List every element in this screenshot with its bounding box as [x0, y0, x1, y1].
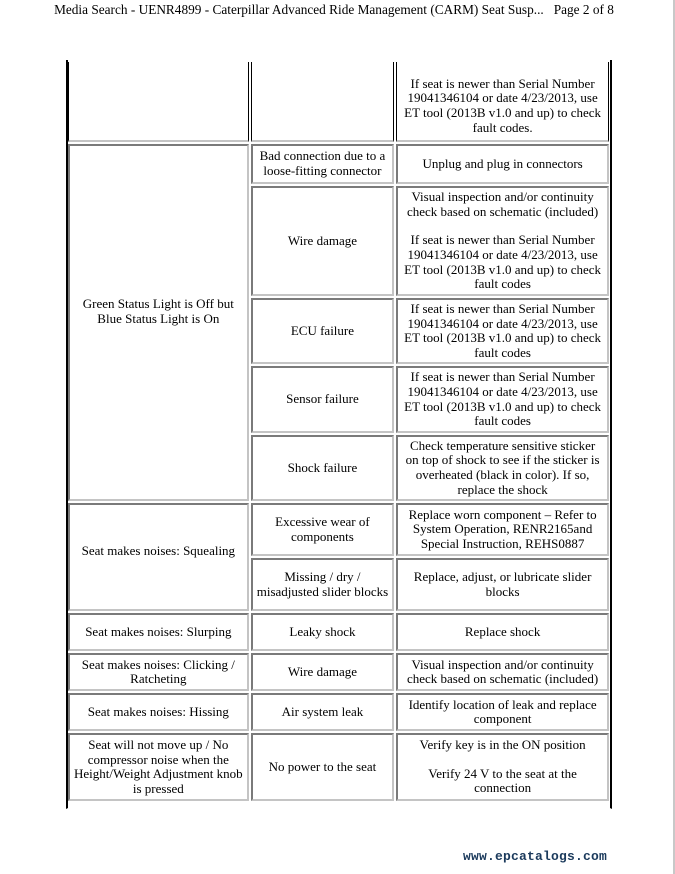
cause-text: Missing / dry / misadjusted slider blocks [256, 569, 389, 599]
action-cell [396, 693, 609, 731]
table-row [68, 693, 609, 731]
table-row [68, 733, 609, 801]
action-text: Unplug and plug in connectors [422, 155, 583, 171]
action-cell [396, 653, 609, 691]
cause-text: No power to the seat [268, 758, 377, 774]
action-cell [396, 613, 609, 651]
symptom-text: Seat makes noises: Hissing [87, 703, 229, 719]
cause-text: Air system leak [281, 703, 364, 719]
symptom-text: Green Status Light is Off but Blue Status Light is On [82, 295, 234, 326]
cause-text: Bad connection due to a loose-fitting connector [259, 148, 386, 178]
symptom-cell [68, 62, 249, 142]
symptom-cell [68, 693, 249, 731]
symptom-text: Seat makes noises: Squealing [81, 542, 236, 558]
cause-cell [251, 186, 395, 296]
symptom-cell [68, 503, 249, 611]
symptom-text: Seat will not move up / No compressor noise when the Height/Weight Adjustment knob is pressed [74, 736, 243, 796]
action-cell [396, 503, 609, 556]
cause-text: Wire damage [287, 663, 357, 679]
watermark-link[interactable]: www.epcatalogs.com [463, 849, 608, 864]
action-text: Identify location of leak and replace component [408, 696, 597, 727]
action-text: If seat is newer than Serial Number 19041346104 or date 4/23/2013, use ET tool (2013B v1.0 and up) to check fault codes [404, 232, 602, 292]
cause-cell [251, 613, 395, 651]
cause-text: Sensor failure [286, 391, 359, 407]
cause-cell [251, 693, 395, 731]
action-text: If seat is newer than Serial Number 19041346104 or date 4/23/2013, use ET tool (2013B v1.0 and up) to check fault codes [404, 301, 602, 360]
cause-cell [251, 558, 395, 611]
action-text: Replace shock [464, 623, 541, 639]
symptom-text: Seat makes noises: Clicking / Ratcheting [81, 656, 235, 687]
cause-cell [251, 144, 395, 184]
action-cell [396, 733, 609, 801]
action-text: If seat is newer than Serial Number 19041346104 or date 4/23/2013, use ET tool (2013B v1.0 and up) to check fault codes. [404, 75, 602, 135]
action-cell [396, 62, 609, 142]
cause-cell [251, 503, 395, 556]
table-row [68, 503, 609, 556]
action-cell [396, 186, 609, 296]
action-cell [396, 558, 609, 611]
action-text: If seat is newer than Serial Number 19041346104 or date 4/23/2013, use ET tool (2013B v1.0 and up) to check fault codes [404, 369, 602, 429]
troubleshooting-table-container [66, 60, 611, 803]
symptom-cell [68, 144, 249, 501]
table-row [68, 144, 609, 184]
symptom-cell [68, 653, 249, 691]
action-text: Replace, adjust, or lubricate slider blocks [413, 569, 592, 599]
table-row [68, 653, 609, 691]
cause-cell [251, 366, 395, 432]
cause-text: ECU failure [290, 322, 355, 338]
cause-text: Leaky shock [289, 623, 356, 639]
action-text: Visual inspection and/or continuity check based on schematic (included) [406, 189, 599, 219]
symptom-cell [68, 733, 249, 801]
cause-text: Wire damage [287, 232, 357, 248]
action-text: Visual inspection and/or continuity check based on schematic (included) [406, 656, 599, 687]
action-text: Check temperature sensitive sticker on top of shock to see if the sticker is overheated (black in color). If so, replace the shock [405, 437, 600, 497]
action-text: Verify key is in the ON position [419, 737, 586, 753]
cause-cell [251, 298, 395, 364]
cause-text: Shock failure [287, 459, 358, 475]
cause-cell [251, 733, 395, 801]
action-cell [396, 144, 609, 184]
action-cell [396, 366, 609, 432]
page-header [0, 0, 668, 22]
action-cell [396, 435, 609, 501]
cause-cell [251, 653, 395, 691]
table-row-continued [68, 62, 609, 142]
action-text: Replace worn component – Refer to System Operation, RENR2165and Special Instruction, REHS0887 [408, 506, 597, 551]
troubleshooting-table [66, 60, 611, 803]
action-text: Verify 24 V to the seat at the connection [428, 765, 577, 796]
symptom-cell [68, 613, 249, 651]
table-row [68, 613, 609, 651]
symptom-text: Seat makes noises: Slurping [85, 623, 232, 639]
document-title: Media Search - UENR4899 - Caterpillar Advanced Ride Management (CARM) Seat Susp... [54, 2, 544, 17]
cause-cell [251, 62, 395, 142]
cause-cell [251, 435, 395, 501]
action-cell [396, 298, 609, 364]
cause-text: Excessive wear of components [275, 514, 370, 544]
page-indicator: Page 2 of 8 [553, 2, 614, 17]
